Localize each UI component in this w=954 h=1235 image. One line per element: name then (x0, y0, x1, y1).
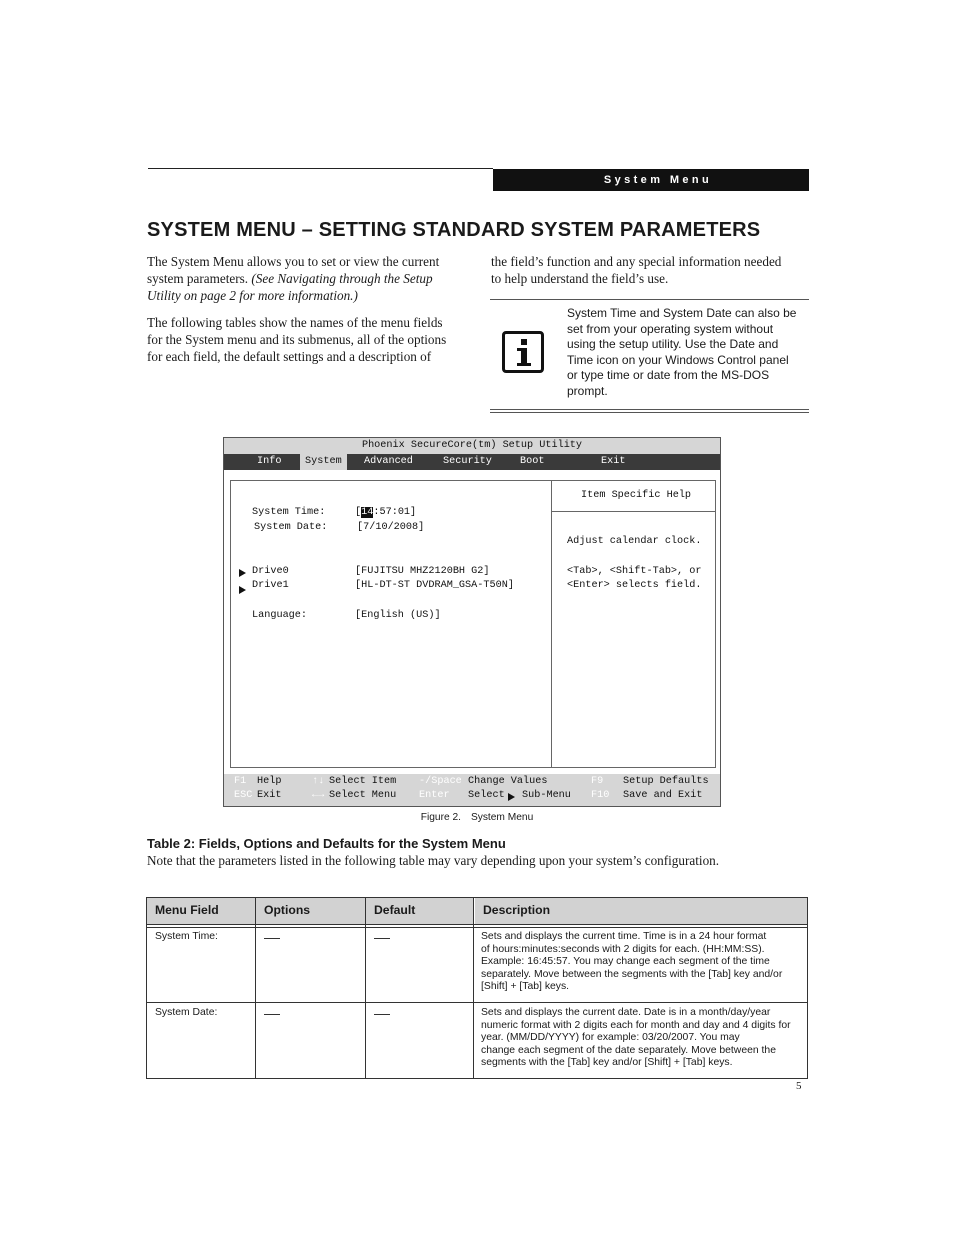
help-line: <Enter> selects field. (567, 580, 702, 591)
bios-help-rule (552, 511, 716, 512)
system-time-hour-cursor[interactable]: 14 (361, 507, 374, 518)
bios-panel-divider (551, 480, 552, 768)
key-f10: F10 (591, 790, 610, 801)
bios-menu-security[interactable]: Security (443, 456, 492, 467)
language-label: Language: (252, 610, 308, 621)
system-date-field[interactable]: [7/10/2008] (357, 522, 425, 533)
key-f9: F9 (591, 776, 604, 787)
drive0-submenu-arrow-icon (239, 569, 246, 577)
options-dash (264, 1014, 280, 1015)
bios-menu-system[interactable]: System (300, 454, 347, 470)
column-divider (473, 898, 474, 1078)
system-menu-table (146, 897, 808, 1079)
help-line: <Tab>, <Shift-Tab>, or (567, 566, 702, 577)
info-icon (502, 331, 544, 373)
tables-paragraph: The following tables show the names of the menu fields for the System menu and its submenus, all of the options for each field, the default settings and a description of (147, 315, 447, 364)
note-top-rule (490, 299, 809, 300)
table-row-description: Sets and displays the current time. Time is in a 24 hour format of hours:minutes:seconds with 2 digits for each. (HH:MM:SS). Example: 16:45:57. You may change each segment of the time separately. Move between the segments with the [Tab] key and/or [Shift] + [Tab] keys. (481, 931, 783, 993)
submenu-arrow-icon (508, 793, 515, 801)
note-text: System Time and System Date can also be set from your operating system without using the setup utility. Use the Date and Time icon on your Windows Control panel or type time or date from the MS-DOS prompt. (567, 306, 797, 398)
help-line: Adjust calendar clock. (567, 536, 702, 547)
table-row-field: System Time: (155, 931, 218, 942)
key-enter-desc-2: Sub-Menu (522, 790, 571, 801)
system-date-label: System Date: (254, 522, 328, 533)
default-dash (374, 938, 390, 939)
bios-menu-exit[interactable]: Exit (601, 456, 626, 467)
drive1-label[interactable]: Drive1 (252, 580, 289, 591)
bios-menu-boot[interactable]: Boot (520, 456, 545, 467)
key-f10-desc: Save and Exit (623, 790, 703, 801)
key-f1: F1 (234, 776, 247, 787)
bios-menu-advanced[interactable]: Advanced (364, 456, 413, 467)
key-enter-desc: Select (468, 790, 505, 801)
bios-screenshot (223, 437, 721, 807)
figure-caption-text: System Menu (470, 812, 534, 823)
drive1-value: [HL-DT-ST DVDRAM_GSA-T50N] (355, 580, 514, 591)
bios-status-bar (224, 774, 720, 806)
header-menu-field: Menu Field (147, 898, 255, 924)
figure-caption (0, 812, 954, 823)
intro-line-3: Utility on page 2 for more information.) (147, 288, 358, 303)
language-field[interactable]: [English (US)] (355, 610, 441, 621)
bios-menu-info[interactable]: Info (257, 456, 282, 467)
key-leftright: ←→ (312, 790, 325, 801)
header-description: Description (475, 898, 807, 924)
help-title: Item Specific Help (581, 490, 692, 501)
setup-utility-reference: (See Navigating through the Setup (251, 271, 433, 286)
column-divider (365, 898, 366, 1078)
key-f1-desc: Help (257, 776, 282, 787)
header-options: Options (256, 898, 365, 924)
default-dash (374, 1014, 390, 1015)
key-updown: ↑↓ (312, 776, 325, 787)
table-note: Note that the parameters listed in the following table may vary depending upon your system’s configuration. (147, 853, 720, 868)
table-row-description: Sets and displays the current date. Date is in a month/day/year numeric format with 2 digits each for month and day and 4 digits for year. (MM/DD/YYYY) for example: 03/20/2007. You may change each segment of the date separately. Move between the segments with the [Tab] key and/or [Shift] + [Tab] keys. (481, 1007, 791, 1069)
figure-number: Figure 2. (420, 812, 461, 823)
system-time-label: System Time: (252, 507, 326, 518)
row-divider (147, 1002, 807, 1003)
key-f9-desc: Setup Defaults (623, 776, 709, 787)
header-rule (148, 168, 493, 169)
options-dash (264, 938, 280, 939)
intro-line-1: The System Menu allows you to set or view the current (147, 254, 440, 269)
key-esc-desc: Exit (257, 790, 282, 801)
table-row-field: System Date: (155, 1007, 218, 1018)
intro-paragraph (147, 253, 477, 304)
drive0-value: [FUJITSU MHZ2120BH G2] (355, 566, 490, 577)
key-space: -/Space (419, 776, 462, 787)
system-time-field[interactable]: [14:57:01] (355, 507, 417, 518)
key-space-desc: Change Values (468, 776, 548, 787)
header-rule-double (147, 927, 807, 928)
key-esc: ESC (234, 790, 253, 801)
section-header-band: System Menu (493, 169, 809, 191)
drive0-label[interactable]: Drive0 (252, 566, 289, 577)
key-enter: Enter (419, 790, 450, 801)
page-title: SYSTEM MENU – SETTING STANDARD SYSTEM PARAMETERS (147, 219, 761, 241)
table-title: Table 2: Fields, Options and Defaults for the System Menu (147, 836, 506, 851)
column-divider (255, 898, 256, 1078)
note-bottom-rule (490, 409, 809, 410)
drive1-submenu-arrow-icon (239, 586, 246, 594)
key-updown-desc: Select Item (329, 776, 397, 787)
header-rule (147, 924, 807, 925)
bios-title-bar: Phoenix SecureCore(tm) Setup Utility (224, 438, 720, 454)
continued-paragraph: the field’s function and any special information needed to help understand the field’s use. (491, 254, 782, 286)
page-number: 5 (796, 1080, 802, 1092)
bios-menu-bar (224, 454, 720, 470)
intro-line-2: system parameters. (See Navigating through the Setup (147, 271, 433, 286)
note-bottom-rule-double (490, 412, 809, 413)
header-default: Default (366, 898, 474, 924)
key-leftright-desc: Select Menu (329, 790, 397, 801)
